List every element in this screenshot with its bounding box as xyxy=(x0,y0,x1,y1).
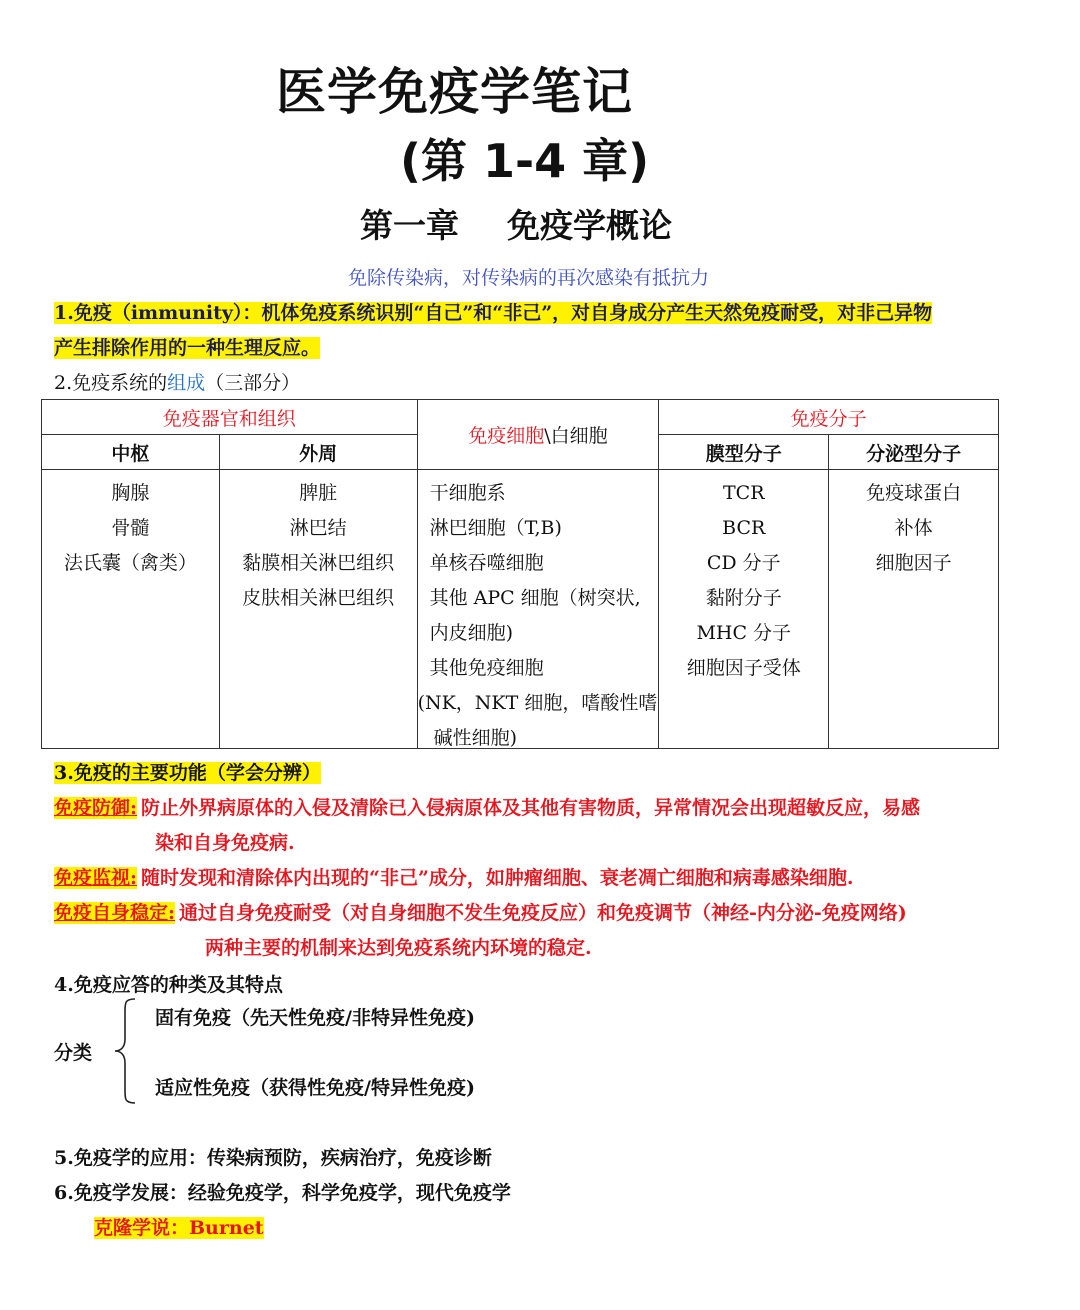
list-item: 单核吞噬细胞 xyxy=(429,552,544,574)
homeostasis-text1: 通过自身免疫耐受（对自身细胞不发生免疫反应）和免疫调节（神经-内分泌-免疫网络) xyxy=(179,902,907,924)
header-organs: 免疫器官和组织 xyxy=(42,400,418,435)
list-item: 淋巴结 xyxy=(289,517,347,539)
list-item: 其他免疫细胞 xyxy=(429,657,544,679)
secreted-cell xyxy=(829,470,999,749)
header-cells xyxy=(417,400,659,470)
section-3-heading: 3.免疫的主要功能（学会分辨） xyxy=(54,762,321,784)
central-cell xyxy=(42,470,220,749)
list-item: 干细胞系 xyxy=(429,482,506,504)
list-item: 脾脏 xyxy=(299,482,338,504)
list-item: 其他 APC 细胞（树突状, xyxy=(429,587,641,609)
chapter-name: 免疫学概论 xyxy=(507,206,672,245)
clonal-theory: 克隆学说：Burnet xyxy=(94,1217,264,1239)
surveillance-line xyxy=(54,863,854,890)
list-item: 补体 xyxy=(894,517,933,539)
immune-system-table xyxy=(41,399,999,749)
list-item: (NK，NKT 细胞，嗜酸性嗜 xyxy=(417,692,658,714)
adaptive-immunity: 适应性免疫（获得性免疫/特异性免疫) xyxy=(155,1077,475,1099)
list-item: 内皮细胞) xyxy=(429,622,513,644)
cells-cell xyxy=(417,470,659,749)
header-secreted: 分泌型分子 xyxy=(829,435,999,470)
header-central: 中枢 xyxy=(42,435,220,470)
homeostasis-line1 xyxy=(54,898,907,925)
immunity-def-line2: 产生排除作用的一种生理反应。 xyxy=(54,337,321,359)
surveillance-label: 免疫监视: xyxy=(54,867,138,889)
list-item: 淋巴细胞（T,B) xyxy=(429,517,562,539)
list-item: 黏膜相关淋巴组织 xyxy=(242,552,395,574)
immunity-def-line1: 1.免疫（immunity）：机体免疫系统识别“自己”和“非己”，对自身成分产生天然免疫耐受，对非己异物 xyxy=(54,302,933,324)
chapter-heading xyxy=(360,200,672,247)
list-item: 免疫球蛋白 xyxy=(866,482,962,504)
list-item: 胸腺 xyxy=(111,482,150,504)
list-item: BCR xyxy=(722,517,766,539)
defense-text1: 防止外界病原体的入侵及清除已入侵病原体及其他有害物质，异常情况会出现超敏反应，易感 xyxy=(141,797,921,819)
membrane-cell xyxy=(659,470,829,749)
peripheral-cell xyxy=(219,470,417,749)
list-item: 碱性细胞) xyxy=(433,727,517,749)
s2-prefix: 2.免疫系统的 xyxy=(54,372,168,394)
defense-label: 免疫防御: xyxy=(54,797,138,819)
doc-subtitle-chapters: (第 1-4 章) xyxy=(400,134,650,188)
section-1-cont xyxy=(54,333,320,360)
homeostasis-label: 免疫自身稳定: xyxy=(54,902,176,924)
header-membrane: 膜型分子 xyxy=(659,435,829,470)
s2-suffix: （三部分） xyxy=(205,372,301,394)
homeostasis-line2: 两种主要的机制来达到免疫系统内环境的稳定. xyxy=(205,937,592,959)
innate-immunity: 固有免疫（先天性免疫/非特异性免疫) xyxy=(155,1007,475,1029)
header-molecules: 免疫分子 xyxy=(659,400,999,435)
chapter-number: 第一章 xyxy=(360,206,459,245)
surveillance-text: 随时发现和清除体内出现的“非己”成分，如肿瘤细胞、衰老凋亡细胞和病毒感染细胞. xyxy=(141,867,854,889)
curly-brace-icon xyxy=(113,997,137,1109)
list-item: 骨髓 xyxy=(111,517,150,539)
section-2-heading xyxy=(54,368,300,395)
header-cells-black: \白细胞 xyxy=(544,425,608,447)
defense-line2: 染和自身免疫病. xyxy=(155,832,295,854)
list-item: 细胞因子受体 xyxy=(686,657,801,679)
s2-link: 组成 xyxy=(167,372,206,394)
list-item: 黏附分子 xyxy=(705,587,782,609)
section-1 xyxy=(54,298,932,325)
classification-label: 分类 xyxy=(54,1042,93,1064)
section-6: 6.免疫学发展：经验免疫学，科学免疫学，现代免疫学 xyxy=(54,1182,511,1204)
header-peripheral: 外周 xyxy=(219,435,417,470)
list-item: 法氏囊（禽类） xyxy=(63,552,197,574)
list-item: 皮肤相关淋巴组织 xyxy=(242,587,395,609)
defense-line1 xyxy=(54,793,920,820)
section-4-heading: 4.免疫应答的种类及其特点 xyxy=(54,974,283,996)
section-3-heading-wrap xyxy=(54,758,321,785)
list-item: CD 分子 xyxy=(706,552,781,574)
doc-title: 医学免疫学笔记 xyxy=(276,62,633,121)
section-5: 5.免疫学的应用：传染病预防，疾病治疗，免疫诊断 xyxy=(54,1147,492,1169)
header-cells-red: 免疫细胞 xyxy=(468,425,545,447)
clonal-theory-wrap xyxy=(94,1213,264,1240)
list-item: 细胞因子 xyxy=(875,552,952,574)
list-item: TCR xyxy=(722,482,765,504)
chapter-summary: 免除传染病，对传染病的再次感染有抵抗力 xyxy=(348,267,710,289)
list-item: MHC 分子 xyxy=(696,622,792,644)
